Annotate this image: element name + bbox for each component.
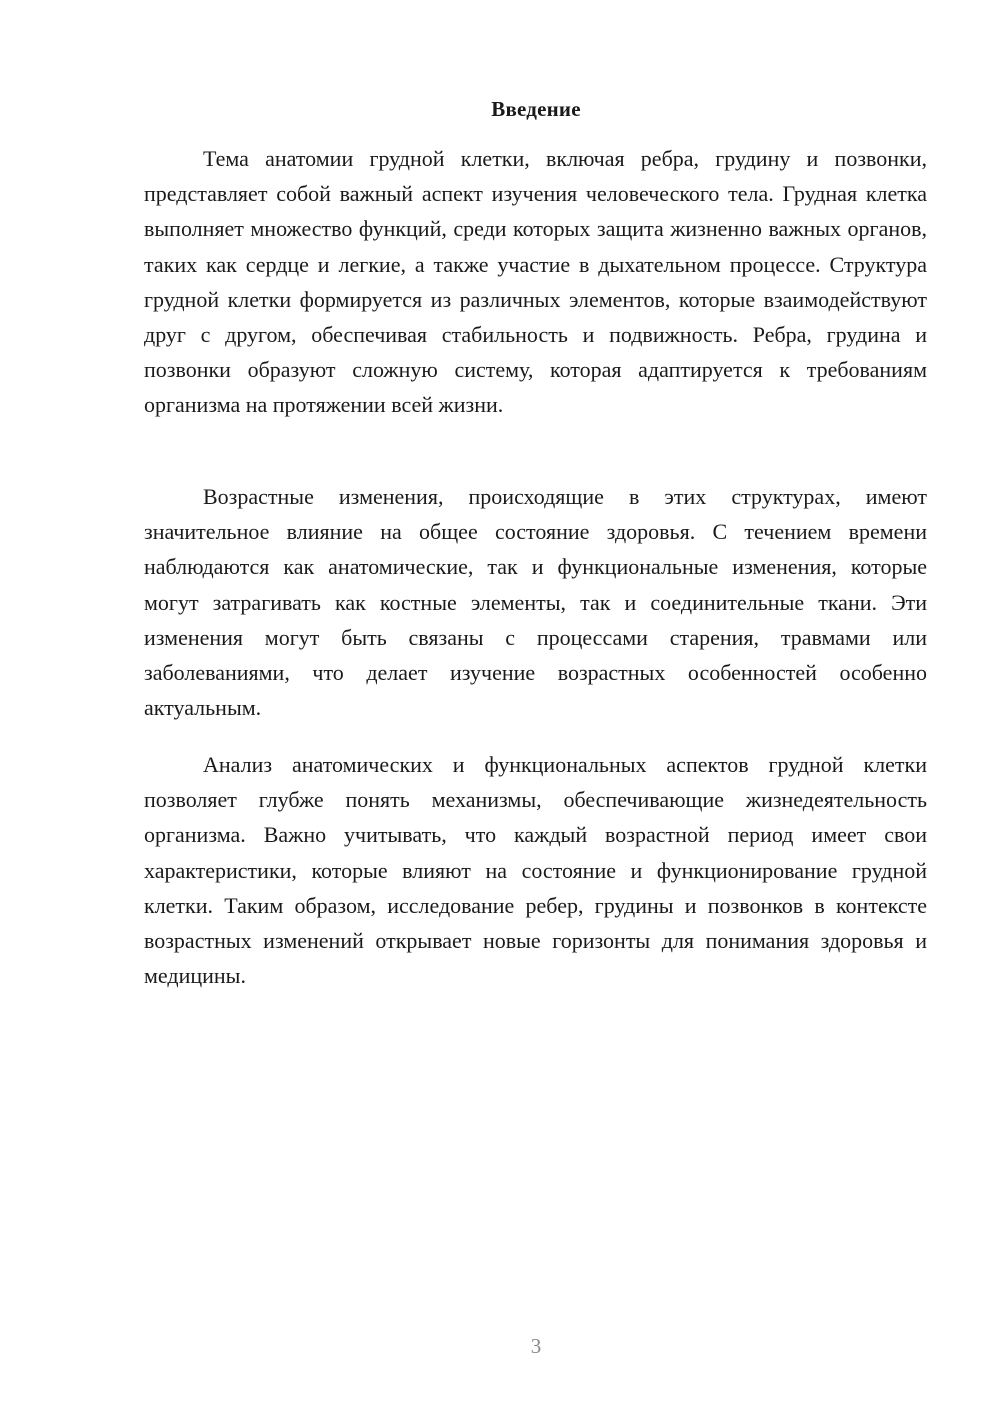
paragraph-block [144,141,927,423]
paragraph: Анализ анатомических и функциональных аспектов грудной клетки позволяет глубже понять механизмы, обеспечивающие жизнедеятельность организма. Важно учитывать, что каждый возрастной период имеет свои характеристики, которые влияют на состояние и функционирование грудной клетки. Таким образом, исследование ребер, грудины и позвонков в контексте возрастных изменений открывает новые горизонты для понимания здоровья и медицины. [144,752,927,989]
page-number: 3 [530,1334,542,1358]
paragraph: Тема анатомии грудной клетки, включая ребра, грудину и позвонки, представляет собой важный аспект изучения человеческого тела. Грудная клетка выполняет множество функций, среди которых защита жизненно важных органов, таких как сердце и легкие, а также участие в дыхательном процессе. Структура грудной клетки формируется из различных элементов, которые взаимодействуют друг с другом, обеспечивая стабильность и подвижность. Ребра, грудина и позвонки образуют сложную систему, которая адаптируется к требованиям организма на протяжении всей жизни. [144,146,927,418]
paragraph-block [144,479,927,725]
paragraph: Возрастные изменения, происходящие в этих структурах, имеют значительное влияние на общее состояние здоровья. С течением времени наблюдаются как анатомические, так и функциональные изменения, которые могут затрагивать как костные элементы, так и соединительные ткани. Эти изменения могут быть связаны с процессами старения, травмами или заболеваниями, что делает изучение возрастных особенностей особенно актуальным. [144,484,927,721]
paragraph-block [144,747,927,993]
section-heading: Введение [491,97,581,121]
